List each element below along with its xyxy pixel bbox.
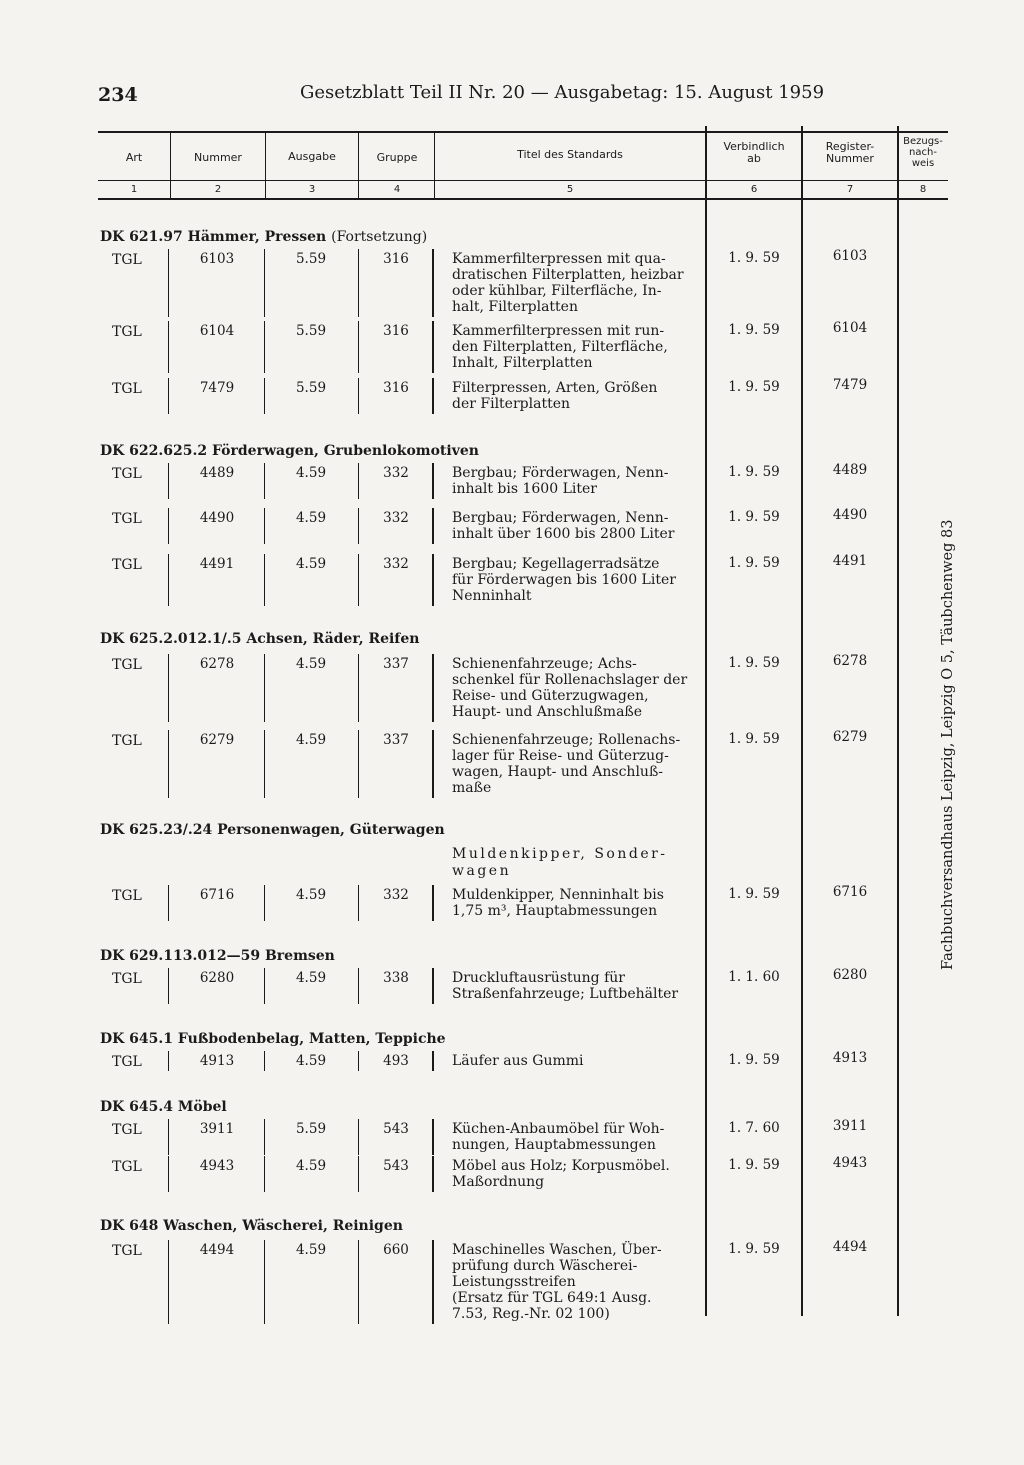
header-divider-rule xyxy=(98,180,948,181)
row-ausgabe: 5.59 xyxy=(295,380,327,396)
row-verbindlich: 1. 9. 59 xyxy=(728,464,780,480)
row-art: TGL xyxy=(112,1159,142,1175)
row-verbindlich: 1. 9. 59 xyxy=(728,655,780,671)
row-art: TGL xyxy=(112,324,142,340)
row-divider-tick xyxy=(358,378,359,414)
row-register: 6280 xyxy=(832,967,868,983)
row-divider-tick xyxy=(264,1051,265,1071)
row-titel-line: inhalt über 1600 bis 2800 Liter xyxy=(452,526,675,542)
row-divider-tick xyxy=(264,321,265,373)
row-gruppe: 316 xyxy=(383,251,409,267)
col-number: 5 xyxy=(566,184,574,195)
row-verbindlich: 1. 9. 59 xyxy=(728,250,780,266)
row-art: TGL xyxy=(112,381,142,397)
row-titel-line: Bergbau; Förderwagen, Nenn- xyxy=(452,510,669,526)
row-verbindlich: 1. 9. 59 xyxy=(728,509,780,525)
section-heading xyxy=(100,1031,446,1047)
row-gruppe: 332 xyxy=(383,887,409,903)
row-ausgabe: 4.59 xyxy=(295,465,327,481)
row-nummer: 4943 xyxy=(199,1158,235,1174)
row-ausgabe: 4.59 xyxy=(295,970,327,986)
row-titel-line: Nenninhalt xyxy=(452,588,532,604)
row-titel-line: (Ersatz für TGL 649:1 Ausg. xyxy=(452,1290,652,1306)
row-titel-line: wagen, Haupt- und Anschluß- xyxy=(452,764,664,780)
row-verbindlich: 1. 9. 59 xyxy=(728,379,780,395)
row-divider-tick xyxy=(432,968,434,1004)
row-divider-tick xyxy=(168,508,169,544)
row-art: TGL xyxy=(112,466,142,482)
col-header-register xyxy=(803,141,897,165)
row-titel-line: Leistungsstreifen xyxy=(452,1274,576,1290)
section-heading-text: DK 625.23/.24 Personenwagen, Güterwagen xyxy=(100,822,445,838)
row-titel-line: inhalt bis 1600 Liter xyxy=(452,481,597,497)
row-divider-tick xyxy=(358,1156,359,1192)
row-divider-tick xyxy=(168,968,169,1004)
row-register: 4489 xyxy=(832,462,868,478)
row-gruppe: 332 xyxy=(383,465,409,481)
row-divider-tick xyxy=(432,1240,434,1324)
row-titel xyxy=(452,251,698,315)
row-titel-line: 1,75 m³, Hauptabmessungen xyxy=(452,903,658,919)
row-titel-line: dratischen Filterplatten, heizbar xyxy=(452,267,684,283)
bezugs-col-rule xyxy=(897,126,899,1316)
row-divider-tick xyxy=(168,554,169,606)
row-register: 4490 xyxy=(832,507,868,523)
row-verbindlich: 1. 1. 60 xyxy=(728,969,780,985)
row-titel-line: der Filterplatten xyxy=(452,396,571,412)
row-divider-tick xyxy=(264,730,265,798)
row-divider-tick xyxy=(358,968,359,1004)
row-titel-line: Inhalt, Filterplatten xyxy=(452,355,593,371)
row-art: TGL xyxy=(112,888,142,904)
section-heading xyxy=(100,1218,403,1234)
row-titel-line: Bergbau; Förderwagen, Nenn- xyxy=(452,465,669,481)
running-title: Gesetzblatt Teil II Nr. 20 — Ausgabetag: 15. August 1959 xyxy=(300,82,825,103)
row-divider-tick xyxy=(432,654,434,722)
section-heading xyxy=(100,1099,227,1115)
col-header-gruppe: Gruppe xyxy=(376,151,418,164)
row-divider-tick xyxy=(358,1051,359,1071)
row-divider-tick xyxy=(432,463,434,499)
section-heading-text: DK 625.2.012.1/.5 Achsen, Räder, Reifen xyxy=(100,631,420,647)
row-art: TGL xyxy=(112,252,142,268)
row-divider-tick xyxy=(264,1119,265,1155)
row-divider-tick xyxy=(168,654,169,722)
row-titel xyxy=(452,887,698,919)
row-titel xyxy=(452,970,698,1002)
row-verbindlich: 1. 9. 59 xyxy=(728,1157,780,1173)
section-heading xyxy=(100,822,445,838)
row-nummer: 3911 xyxy=(199,1121,235,1137)
row-titel-line: nungen, Hauptabmessungen xyxy=(452,1137,656,1153)
row-divider-tick xyxy=(432,1051,434,1071)
row-titel-line: Straßenfahrzeuge; Luftbehälter xyxy=(452,986,679,1002)
col-number: 1 xyxy=(130,184,138,195)
section-heading-text: DK 621.97 Hämmer, Pressen xyxy=(100,229,327,245)
row-titel-line: schenkel für Rollenachslager der xyxy=(452,672,688,688)
row-gruppe: 316 xyxy=(383,380,409,396)
col-header-nummer: Nummer xyxy=(194,151,242,164)
row-divider-tick xyxy=(168,730,169,798)
row-divider-tick xyxy=(432,1119,434,1155)
row-nummer: 7479 xyxy=(199,380,235,396)
row-titel-line: Druckluftausrüstung für xyxy=(452,970,625,986)
header-col-divider xyxy=(358,133,359,200)
row-titel-line: Küchen-Anbaumöbel für Woh- xyxy=(452,1121,665,1137)
row-ausgabe: 4.59 xyxy=(295,1053,327,1069)
row-titel-line: Haupt- und Anschlußmaße xyxy=(452,704,643,720)
section-heading-text: DK 645.1 Fußbodenbelag, Matten, Teppiche xyxy=(100,1031,446,1047)
row-titel-line: Bergbau; Kegellagerradsätze xyxy=(452,556,660,572)
row-titel xyxy=(452,323,698,371)
row-divider-tick xyxy=(358,1119,359,1155)
col-number: 6 xyxy=(750,184,758,195)
col-header-bezugs-line: Bezugs- xyxy=(903,136,943,147)
col-header-register-line: Register- xyxy=(825,140,875,153)
header-col-divider xyxy=(265,133,266,200)
table-top-rule xyxy=(98,131,948,133)
row-divider-tick xyxy=(432,378,434,414)
row-art: TGL xyxy=(112,511,142,527)
row-titel xyxy=(452,1121,698,1153)
number-row-rule xyxy=(98,198,948,200)
row-nummer: 6278 xyxy=(199,656,235,672)
row-divider-tick xyxy=(432,554,434,606)
row-nummer: 6279 xyxy=(199,732,235,748)
row-titel xyxy=(452,510,698,542)
page-number: 234 xyxy=(98,84,138,106)
row-verbindlich: 1. 9. 59 xyxy=(728,322,780,338)
row-register: 7479 xyxy=(832,377,868,393)
row-art: TGL xyxy=(112,657,142,673)
row-register: 6279 xyxy=(832,729,868,745)
row-divider-tick xyxy=(264,554,265,606)
section-heading xyxy=(100,631,419,647)
row-titel xyxy=(452,1158,698,1190)
row-verbindlich: 1. 9. 59 xyxy=(728,731,780,747)
col-number: 4 xyxy=(393,184,401,195)
row-titel-line: Reise- und Güterzugwagen, xyxy=(452,688,649,704)
row-titel xyxy=(452,1242,698,1322)
row-titel xyxy=(452,732,698,796)
row-divider-tick xyxy=(168,463,169,499)
row-register: 3911 xyxy=(832,1118,868,1134)
row-titel-line: Maßordnung xyxy=(452,1174,545,1190)
row-nummer: 6104 xyxy=(199,323,235,339)
row-divider-tick xyxy=(358,554,359,606)
section-heading xyxy=(100,443,479,459)
row-nummer: 4489 xyxy=(199,465,235,481)
row-titel xyxy=(452,1053,698,1069)
row-register: 6104 xyxy=(832,320,868,336)
col-header-verbindlich-line: Verbindlich xyxy=(723,140,785,153)
row-titel xyxy=(452,380,698,412)
row-verbindlich: 1. 9. 59 xyxy=(728,1241,780,1257)
row-ausgabe: 4.59 xyxy=(295,510,327,526)
col-header-art: Art xyxy=(125,151,143,164)
row-divider-tick xyxy=(264,885,265,921)
row-nummer: 6280 xyxy=(199,970,235,986)
row-gruppe: 493 xyxy=(383,1053,409,1069)
row-divider-tick xyxy=(168,1051,169,1071)
row-divider-tick xyxy=(264,508,265,544)
row-divider-tick xyxy=(168,885,169,921)
col-number: 8 xyxy=(919,184,927,195)
row-divider-tick xyxy=(168,1240,169,1324)
row-ausgabe: 4.59 xyxy=(295,556,327,572)
row-art: TGL xyxy=(112,1054,142,1070)
row-gruppe: 332 xyxy=(383,510,409,526)
row-nummer: 4490 xyxy=(199,510,235,526)
section-heading-tail: (Fortsetzung) xyxy=(331,229,428,245)
section-heading-text: DK 645.4 Möbel xyxy=(100,1099,227,1115)
row-register: 4913 xyxy=(832,1050,868,1066)
row-nummer: 4494 xyxy=(199,1242,235,1258)
row-divider-tick xyxy=(264,463,265,499)
row-ausgabe: 4.59 xyxy=(295,656,327,672)
row-art: TGL xyxy=(112,557,142,573)
row-ausgabe: 5.59 xyxy=(295,251,327,267)
row-titel-line: den Filterplatten, Filterfläche, xyxy=(452,339,668,355)
verbindlich-col-rule xyxy=(705,126,707,1316)
row-divider-tick xyxy=(432,885,434,921)
row-nummer: 4913 xyxy=(199,1053,235,1069)
row-titel-line: lager für Reise- und Güterzug- xyxy=(452,748,669,764)
row-titel-line: 7.53, Reg.-Nr. 02 100) xyxy=(452,1306,610,1322)
row-divider-tick xyxy=(358,654,359,722)
row-divider-tick xyxy=(264,654,265,722)
row-register: 4943 xyxy=(832,1155,868,1171)
row-ausgabe: 4.59 xyxy=(295,1158,327,1174)
row-nummer: 6716 xyxy=(199,887,235,903)
row-divider-tick xyxy=(432,321,434,373)
row-titel-line: Schienenfahrzeuge; Rollenachs- xyxy=(452,732,681,748)
row-divider-tick xyxy=(358,463,359,499)
col-number: 7 xyxy=(846,184,854,195)
col-header-bezugsnachweis xyxy=(898,136,948,169)
row-titel-line: oder kühlbar, Filterfläche, In- xyxy=(452,283,662,299)
row-titel-line: maße xyxy=(452,780,492,796)
row-divider-tick xyxy=(168,249,169,317)
row-gruppe: 332 xyxy=(383,556,409,572)
row-gruppe: 337 xyxy=(383,732,409,748)
row-nummer: 4491 xyxy=(199,556,235,572)
col-number: 3 xyxy=(308,184,316,195)
row-divider-tick xyxy=(358,508,359,544)
row-register: 4494 xyxy=(832,1239,868,1255)
row-divider-tick xyxy=(358,885,359,921)
col-header-verbindlich-line: ab xyxy=(747,152,761,165)
section-heading-text: DK 648 Waschen, Wäscherei, Reinigen xyxy=(100,1218,403,1234)
row-divider-tick xyxy=(358,1240,359,1324)
row-divider-tick xyxy=(264,249,265,317)
row-divider-tick xyxy=(168,1156,169,1192)
row-gruppe: 543 xyxy=(383,1158,409,1174)
row-art: TGL xyxy=(112,1122,142,1138)
row-divider-tick xyxy=(432,508,434,544)
row-art: TGL xyxy=(112,733,142,749)
row-titel xyxy=(452,656,698,720)
col-header-ausgabe: Ausgabe xyxy=(288,150,336,163)
row-divider-tick xyxy=(432,730,434,798)
row-divider-tick xyxy=(264,1156,265,1192)
row-verbindlich: 1. 9. 59 xyxy=(728,886,780,902)
row-titel-line: für Förderwagen bis 1600 Liter xyxy=(452,572,676,588)
row-register: 6278 xyxy=(832,653,868,669)
section-heading-text: DK 629.113.012—59 Bremsen xyxy=(100,948,335,964)
row-nummer: 6103 xyxy=(199,251,235,267)
col-header-titel: Titel des Standards xyxy=(517,148,623,161)
row-register: 4491 xyxy=(832,553,868,569)
row-gruppe: 337 xyxy=(383,656,409,672)
row-divider-tick xyxy=(358,730,359,798)
row-verbindlich: 1. 9. 59 xyxy=(728,1052,780,1068)
header-col-divider xyxy=(434,133,435,200)
row-register: 6716 xyxy=(832,884,868,900)
row-gruppe: 338 xyxy=(383,970,409,986)
row-divider-tick xyxy=(358,249,359,317)
register-col-rule xyxy=(801,126,803,1316)
col-header-verbindlich xyxy=(707,141,801,165)
row-divider-tick xyxy=(432,249,434,317)
section-heading xyxy=(100,229,427,245)
row-ausgabe: 5.59 xyxy=(295,1121,327,1137)
row-titel-line: Maschinelles Waschen, Über- xyxy=(452,1242,662,1258)
side-note: Fachbuchversandhaus Leipzig, Leipzig O 5, Täubchenweg 83 xyxy=(940,519,956,970)
col-number: 2 xyxy=(214,184,222,195)
row-art: TGL xyxy=(112,971,142,987)
header-col-divider xyxy=(170,133,171,200)
col-header-bezugs-line: nach- xyxy=(909,147,937,158)
row-ausgabe: 4.59 xyxy=(295,887,327,903)
row-titel-line: Läufer aus Gummi xyxy=(452,1053,584,1069)
subheading-line: wagen xyxy=(452,863,512,879)
row-titel-line: Schienenfahrzeuge; Achs- xyxy=(452,656,637,672)
row-titel-line: Kammerfilterpressen mit run- xyxy=(452,323,665,339)
row-ausgabe: 4.59 xyxy=(295,1242,327,1258)
row-gruppe: 660 xyxy=(383,1242,409,1258)
row-divider-tick xyxy=(168,1119,169,1155)
row-ausgabe: 4.59 xyxy=(295,732,327,748)
row-gruppe: 316 xyxy=(383,323,409,339)
subheading-line: Muldenkipper, Sonder- xyxy=(452,846,668,862)
row-titel-line: Muldenkipper, Nenninhalt bis xyxy=(452,887,664,903)
row-divider-tick xyxy=(168,321,169,373)
row-titel-line: Filterpressen, Arten, Größen xyxy=(452,380,658,396)
row-titel-line: Kammerfilterpressen mit qua- xyxy=(452,251,666,267)
row-verbindlich: 1. 7. 60 xyxy=(728,1120,780,1136)
row-titel xyxy=(452,465,698,497)
row-divider-tick xyxy=(264,1240,265,1324)
row-gruppe: 543 xyxy=(383,1121,409,1137)
col-header-register-line: Nummer xyxy=(826,152,874,165)
section-heading xyxy=(100,948,335,964)
row-verbindlich: 1. 9. 59 xyxy=(728,555,780,571)
row-titel-line: Möbel aus Holz; Korpusmöbel. xyxy=(452,1158,670,1174)
row-divider-tick xyxy=(264,378,265,414)
row-titel-line: prüfung durch Wäscherei- xyxy=(452,1258,638,1274)
section-subheading xyxy=(452,846,698,880)
col-header-bezugs-line: weis xyxy=(911,158,935,169)
row-divider-tick xyxy=(358,321,359,373)
row-divider-tick xyxy=(432,1156,434,1192)
row-titel-line: halt, Filterplatten xyxy=(452,299,578,315)
row-register: 6103 xyxy=(832,248,868,264)
row-art: TGL xyxy=(112,1243,142,1259)
row-titel xyxy=(452,556,698,604)
section-heading-text: DK 622.625.2 Förderwagen, Grubenlokomotiven xyxy=(100,443,479,459)
row-divider-tick xyxy=(264,968,265,1004)
row-ausgabe: 5.59 xyxy=(295,323,327,339)
row-divider-tick xyxy=(168,378,169,414)
